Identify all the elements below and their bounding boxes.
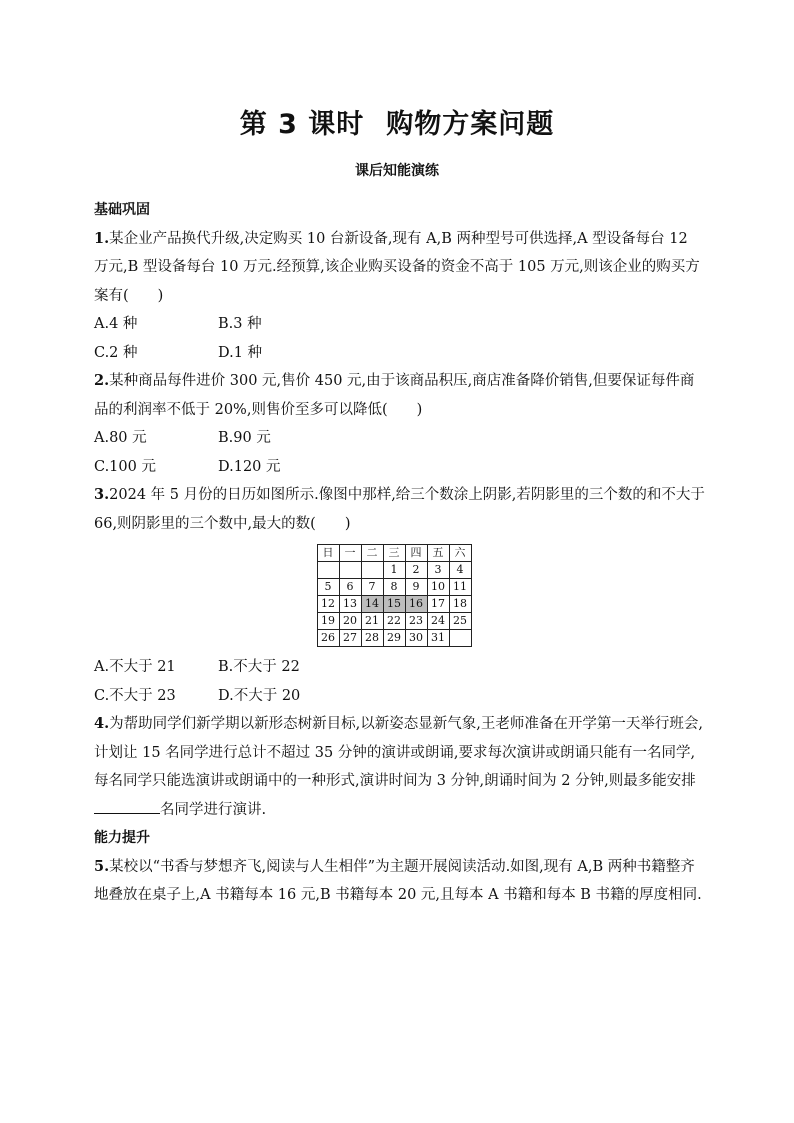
calendar-day: 23: [405, 613, 427, 630]
question-1: [94, 225, 706, 311]
question-text: 某种商品每件进价 300 元,售价 450 元,由于该商品积压,商店准备降价销售,但要保证每件商品的利润率不低于 20%,则售价至多可以降低( ): [94, 373, 695, 418]
option-d[interactable]: D.120 元: [218, 458, 281, 475]
calendar-day: 31: [427, 630, 449, 647]
calendar-week-row: [317, 579, 471, 596]
question-number: 4.: [94, 715, 110, 732]
options-row: [94, 453, 706, 482]
question-text-end: 名同学进行演讲.: [160, 801, 267, 818]
question-number: 2.: [94, 372, 110, 389]
calendar-day: 1: [383, 562, 405, 579]
calendar-weekday: 四: [405, 545, 427, 562]
calendar-day: 27: [339, 630, 361, 647]
options-row: [94, 339, 706, 368]
question-4: [94, 710, 706, 824]
options-row: [94, 653, 706, 682]
calendar-header-row: [317, 545, 471, 562]
question-number: 3.: [94, 486, 110, 503]
lesson-number: 第 3 课时: [239, 109, 365, 140]
calendar-day: 13: [339, 596, 361, 613]
calendar-day: 7: [361, 579, 383, 596]
page-subtitle: 课后知能演练: [355, 163, 439, 179]
answer-blank[interactable]: [94, 797, 160, 814]
calendar-day: [449, 630, 471, 647]
calendar-week-row: [317, 562, 471, 579]
calendar-day: 12: [317, 596, 339, 613]
question-5: [94, 853, 706, 910]
calendar-weekday: 三: [383, 545, 405, 562]
calendar-week-row: [317, 613, 471, 630]
calendar-day: 19: [317, 613, 339, 630]
option-b[interactable]: B.90 元: [218, 430, 271, 446]
calendar-day: 28: [361, 630, 383, 647]
question-number: 1.: [94, 229, 110, 247]
calendar-weekday: 日: [317, 545, 339, 562]
page-title: [0, 102, 794, 141]
option-a[interactable]: A.80 元: [94, 430, 147, 446]
option-a[interactable]: A.不大于 21: [94, 659, 176, 675]
question-text: 某企业产品换代升级,决定购买 10 台新设备,现有 A,B 两种型号可供选择,A 型设备每台 12 万元,B 型设备每台 10 万元.经预算,该企业购买设备的资金不高于 105 万元,则该企业的购买方案有( ): [94, 230, 700, 304]
calendar-day: 6: [339, 579, 361, 596]
calendar-day: 8: [383, 579, 405, 596]
calendar-day: 18: [449, 596, 471, 613]
option-a[interactable]: A.4 种: [94, 316, 138, 332]
calendar-figure: [94, 544, 706, 647]
calendar-day-shaded: 16: [405, 596, 427, 613]
calendar-day: [317, 562, 339, 579]
calendar-weekday: 五: [427, 545, 449, 562]
option-d[interactable]: D.1 种: [218, 344, 263, 361]
option-c[interactable]: C.2 种: [94, 344, 138, 361]
option-b[interactable]: B.不大于 22: [218, 659, 300, 675]
question-2: [94, 367, 706, 424]
option-b[interactable]: B.3 种: [218, 316, 262, 332]
calendar-day: 2: [405, 562, 427, 579]
calendar-day: 26: [317, 630, 339, 647]
calendar-day: 24: [427, 613, 449, 630]
calendar-day-shaded: 15: [383, 596, 405, 613]
calendar-day: 21: [361, 613, 383, 630]
lesson-topic: 购物方案问题: [386, 109, 555, 140]
calendar-day: 29: [383, 630, 405, 647]
calendar-day: 17: [427, 596, 449, 613]
calendar-day: 3: [427, 562, 449, 579]
question-text: 为帮助同学们新学期以新形态树新目标,以新姿态显新气象,王老师准备在开学第一天举行班会,计划让 15 名同学进行总计不超过 35 分钟的演讲或朗诵,要求每次演讲或朗诵只能有一名同学,每名同学只能选演讲或朗诵中的一种形式,演讲时间为 3 分钟,朗诵时间为 2 分钟,则最多能安排: [94, 716, 703, 789]
calendar-day: 25: [449, 613, 471, 630]
calendar-day: [339, 562, 361, 579]
calendar-day: 4: [449, 562, 471, 579]
calendar-weekday: 六: [449, 545, 471, 562]
question-text: 某校以“书香与梦想齐飞,阅读与人生相伴”为主题开展阅读活动.如图,现有 A,B 两种书籍整齐地叠放在桌子上,A 书籍每本 16 元,B 书籍每本 20 元,且每本 A 书籍和每本 B 书籍的厚度相同.: [94, 858, 702, 903]
question-number: 5.: [94, 857, 110, 875]
calendar-weekday: 二: [361, 545, 383, 562]
calendar-day-shaded: 14: [361, 596, 383, 613]
section-heading-basic: 基础巩固: [94, 202, 150, 218]
calendar-week-row: [317, 630, 471, 647]
calendar-day: [361, 562, 383, 579]
content-area: [94, 196, 706, 910]
calendar-day: 30: [405, 630, 427, 647]
options-row: [94, 424, 706, 453]
calendar-day: 10: [427, 579, 449, 596]
calendar-table: [317, 544, 472, 647]
question-3: [94, 481, 706, 538]
calendar-day: 20: [339, 613, 361, 630]
calendar-weekday: 一: [339, 545, 361, 562]
option-d[interactable]: D.不大于 20: [218, 687, 301, 704]
calendar-day: 5: [317, 579, 339, 596]
calendar-week-row: [317, 596, 471, 613]
options-row: [94, 310, 706, 339]
option-c[interactable]: C.不大于 23: [94, 687, 176, 704]
calendar-day: 9: [405, 579, 427, 596]
calendar-day: 11: [449, 579, 471, 596]
calendar-day: 22: [383, 613, 405, 630]
options-row: [94, 682, 706, 711]
section-heading-advanced: 能力提升: [94, 830, 150, 846]
option-c[interactable]: C.100 元: [94, 458, 156, 475]
question-text: 2024 年 5 月份的日历如图所示.像图中那样,给三个数涂上阴影,若阴影里的三个数的和不大于 66,则阴影里的三个数中,最大的数( ): [94, 487, 705, 532]
